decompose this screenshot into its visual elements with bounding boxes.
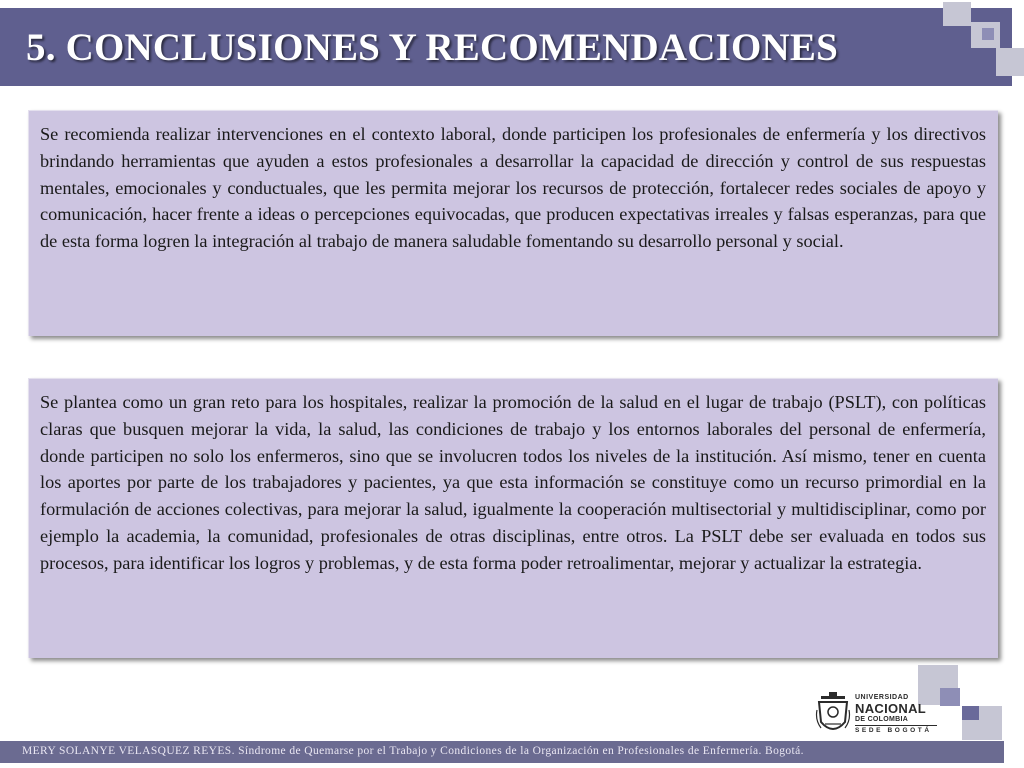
slide-title: 5. CONCLUSIONES Y RECOMENDACIONES: [26, 26, 838, 69]
footer-citation: MERY SOLANYE VELASQUEZ REYES. Síndrome de Quemarse por el Trabajo y Condiciones de la Organización en Profesionales de Enfermería. Bogotá.: [22, 745, 804, 757]
recommendation-paragraph-1: Se recomienda realizar intervenciones en el contexto laboral, donde participen los profesionales de enfermería y los directivos brindando herramientas que ayuden a estos profesionales a desarrollar la capacidad de dirección y control de sus respuestas mentales, emocionales y conductuales, que les permita mejorar los recursos de protección, fortalecer redes sociales de apoyo y comunicación, hacer frente a ideas o percepciones equivocadas, que producen expectativas irreales y falsas esperanzas, para que de esta forma logren la integración al trabajo de manera saludable fomentando su desarrollo personal y social.: [40, 124, 986, 252]
recommendation-box-1: [28, 110, 998, 336]
logo-line-3: DE COLOMBIA: [855, 716, 909, 723]
logo-line-2: NACIONAL: [855, 701, 927, 716]
decor-square: [982, 28, 994, 40]
decor-square: [996, 48, 1024, 76]
university-logo: [815, 690, 940, 740]
logo-divider: [855, 725, 937, 726]
decor-square: [940, 688, 960, 706]
recommendation-box-2: [28, 378, 998, 658]
recommendation-paragraph-2: Se plantea como un gran reto para los hospitales, realizar la promoción de la salud en el lugar de trabajo (PSLT), con políticas claras que busquen mejorar la vida, la salud, las condiciones de trabajo y los entornos laborales del personal de enfermería, donde participen no solo los enfermeros, sino que se involucren todos los niveles de la institución. Así mismo, tener en cuenta los aportes por parte de los trabajadores y pacientes, ya que esta información se constituye como un recurso primordial en la formulación de acciones colectivas, para mejorar la salud, igualmente la cooperación multisectorial y multidisciplinar, como por ejemplo la academia, la comunidad, profesionales de otras disciplinas, entre otros. La PSLT debe ser evaluada en todos sus procesos, para identificar los logros y problemas, y de esta forma poder retroalimentar, mejorar y actualizar la estrategia.: [40, 392, 986, 573]
logo-line-1: UNIVERSIDAD: [855, 694, 909, 701]
footer-bar: [0, 741, 1004, 763]
logo-line-4: SEDE BOGOTÁ: [855, 727, 932, 734]
title-bar: [0, 8, 1012, 86]
university-crest-icon: [815, 692, 851, 738]
decor-square: [943, 2, 971, 26]
decor-square: [962, 706, 979, 720]
